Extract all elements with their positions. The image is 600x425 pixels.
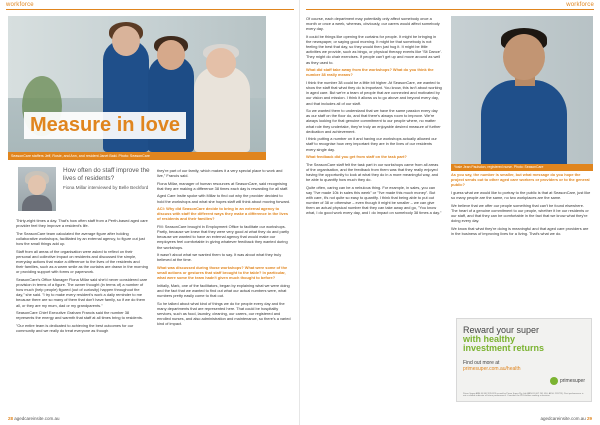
footer-right: [540, 416, 592, 421]
top-rule-right: [306, 9, 594, 10]
staff-group-photo: [8, 16, 266, 152]
ad-logo-text: primesuper: [559, 378, 585, 384]
paragraph: SeasonCare Chief Executive Graham Francis said the number 38 represents the energy and warmth that staff at all times bring to residents.: [16, 310, 143, 321]
article-column-1: [16, 218, 148, 335]
paragraph: I guess what we would like to portray to the public is that at SeasonCare, just like so many people are the same, no two workplaces are the same.: [451, 189, 591, 201]
paragraph: Quite often, caring can be a nebulous thing. For example, in sales, you can say "I've made 10k in sales this week" or "I've made this much money". But with care, it's not quite so easy to quantify. I think that being able to put out number of 38 or otherwise – even though it might be smaller – we can give them an actual physical number that they can take away and go, "You know what, I do good work every day, and I do impact on somebody 38 times a day.": [306, 184, 442, 216]
ad-headline-2: with healthy: [463, 334, 516, 344]
subheading: What was discussed during those workshops? What were some of the small actions or gestures that staff brought to the table? In particular, what were some the team hadn't given much thought to before?: [157, 264, 288, 281]
subheading: As you say, the number is smaller, but what message do you hope the project sends out to other aged care workers or providers or to the general public?: [451, 172, 590, 188]
paragraph: The SeasonCare staff felt the task part in our workshops came from all areas of the organisation, and the feedback from them was that they really enjoyed having the opportunity to look at what they do in a more meaningful way, and be able to quantify how much they do.: [306, 161, 439, 183]
paragraph: It wasn't about what we wanted them to say. It was about what they truly believed at the time.: [157, 252, 282, 263]
paragraph: Aged Care Insite spoke with Millar to find out why the provider decided to hold the workshops and what she hopes staff will think about moving forward.: [157, 193, 291, 204]
page-number-right: 29: [586, 416, 592, 421]
paragraph: Of course, each department may potentially only affect somebody once a month or once a week, whereas, obviously, our carers would affect somebody every day.: [306, 16, 440, 32]
standfirst: [63, 167, 153, 191]
ad-logo: [550, 377, 585, 385]
paragraph: "Our entire team is dedicated to achieving the best outcomes for our community and we really do treat everyone as though: [16, 322, 134, 333]
paragraph: So we wanted them to understand that we have the same passion every day as our staff on the floor do, and that there's always room to improve. We're always looking for that genuine commitment to our people where, no matter what role they undertake, they're truly an enjoyable desired measure of further dedication and achievement.: [306, 108, 441, 134]
ad-find-out: Find out more at: [463, 359, 500, 366]
section-tag-left: workforce: [6, 2, 34, 8]
subheading: ACI: Why did SeasonCare decide to bring in an external agency to discuss with staff the different ways they make a difference in the lives of residents and their families?: [157, 206, 289, 222]
paragraph: I think putting a number on it and having our workshops actually allowed our staff to recognise how very important they are in the lives of our residents every single day.: [306, 136, 437, 152]
top-rule-left: [6, 9, 294, 10]
paragraph: Fiona Millar, manager of human resources at SeasonCare, said recognising that they are making a difference 38 times each day is rewarding for all staff.: [157, 180, 289, 191]
ad-fine-print: Prime Super ABN 60 562 335 823 issued by Prime Super Pty Ltd (ABN 81 067 241 016, AFSL 219723). Past performance is not a reliable indicator of future performance. Consider the PDS before making a decision.: [463, 392, 584, 398]
footer-site-left: agedcareinsite.com.au: [14, 416, 60, 421]
ad-headline-3: investment returns: [463, 343, 545, 354]
paragraph: We believe that we offer our people something that can't be found elsewhere. The heart of a genuine commitment to our people, whether it be our residents or our staff, and that they can be comfortable in the fact that we know what they're doing every day.: [451, 202, 589, 224]
subheading: What did staff take away from the workshops? What do you think the number 38 really means?: [306, 67, 434, 78]
article-column-4: [451, 172, 591, 238]
ad-headline-1: Reward your super: [463, 325, 540, 335]
paragraph: It could be things like opening the curtains for people. It might be bringing in the newspaper, or saying good morning. It might be that somebody is not feeling the best that day, so they would then just hug it. It might be little activities we provide, such as bingo, or physical therapy events like 'Sit Dance'. They might do chair exercises. If people can't get up and move around as well as they used to.: [306, 33, 442, 65]
footer-left: [8, 416, 60, 421]
title-box: [24, 112, 186, 139]
advertisement[interactable]: [456, 318, 592, 402]
paragraph: they're part of our family, which makes it a very special place to work and live," Francis said.: [157, 168, 283, 179]
paragraph: The SeasonCare team calculated the average figure after holding collaborative workshops, facilitated by an external agency, to figure out just how the small things add up.: [16, 230, 145, 247]
paragraph: FM: SeasonCare brought in Employment Office to facilitate our workshops. Partly, because we knew that they were very good at what they do and partly because we wanted to have an external agency that would make our employees feel comfortable in giving whatever feedback they wanted during the workshops.: [157, 223, 290, 250]
article-column-3: [306, 16, 442, 218]
primesuper-logo-icon: [550, 377, 558, 385]
ad-url-link[interactable]: primesuper.com.au/health: [463, 365, 521, 372]
paragraph: I think the number 38 could be a little bit higher. At SeasonCare, we wanted to show the staff that what they do is important. You know, this isn't about working in aged care. But we're a team of people that are connected and motivated by our vision and mission. I think it allows us to go above and beyond every day, and that includes all of our staff.: [306, 79, 442, 106]
page-title: Measure in love: [30, 114, 181, 136]
byline: Fiona Millar interviewed by Belle Beckford: [63, 185, 149, 190]
article-column-2: [157, 168, 291, 329]
paragraph: Staff from all areas of the organisation were asked to reflect on their personal and collective impact on residents and discussed the simple, everyday actions that make a difference to the lives of the residents and their families, such as a warm smile as the curtains are drawn in the morning or providing support with forms or paperwork.: [16, 248, 148, 275]
section-tag-right: workforce: [566, 2, 594, 8]
paragraph: SeasonCare's Office Manager Fiona Millar said she'd never considered care provision in terms of a figure. The owner thought (in terms of) a number of how much (help people) figured (out of curiosity) happen throughout the day," she said. "I try to make every resident's work a daily reminder to me because there are so many of them that don't have family, so if we do them all, or they are my mum, dad or my grandparents.": [16, 276, 148, 308]
photo-caption-left: SeasonCare staffers Jeff, Rosie, and Ann, and resident Janet Bald. Photo: SeasonCare: [8, 152, 266, 160]
page-number-left: 28: [8, 416, 14, 421]
paragraph: We know that what they're doing is meaningful and that aged care providers are in the business of improving lives for a living. That's what we do.: [451, 225, 589, 236]
photo-caption-right: Yosie Jean Paulsdon, registered nurse. Photo: SeasonCare: [451, 164, 593, 171]
paragraph: So he talked about what kind of things we do for people every day and the many departments that are represented here. That could be hospitality services, such as food, laundry, cleaning, our carers, our registered and enrolled nurses, and also administration and maintenance, so there's a varied kind of impact.: [157, 300, 291, 327]
paragraph: Thirty-eight times a day. That's how often staff from a Perth-based aged care provider feel they improve a resident's life.: [16, 218, 148, 229]
paragraph: Initially, Mark, one of the facilitators, began by explaining what we were doing and the fact that we wanted to find out what our actual numbers were, what numbers pretty easily come to that out.: [157, 282, 290, 299]
page-gutter: [299, 0, 300, 425]
author-headshot: [18, 167, 56, 211]
nurse-portrait-photo: [451, 16, 593, 164]
footer-site-right: agedcareinsite.com.au: [540, 416, 586, 421]
standfirst-question: How often do staff improve the lives of residents?: [63, 167, 150, 182]
subheading: What feedback did you get from staff on the task part?: [306, 154, 407, 160]
